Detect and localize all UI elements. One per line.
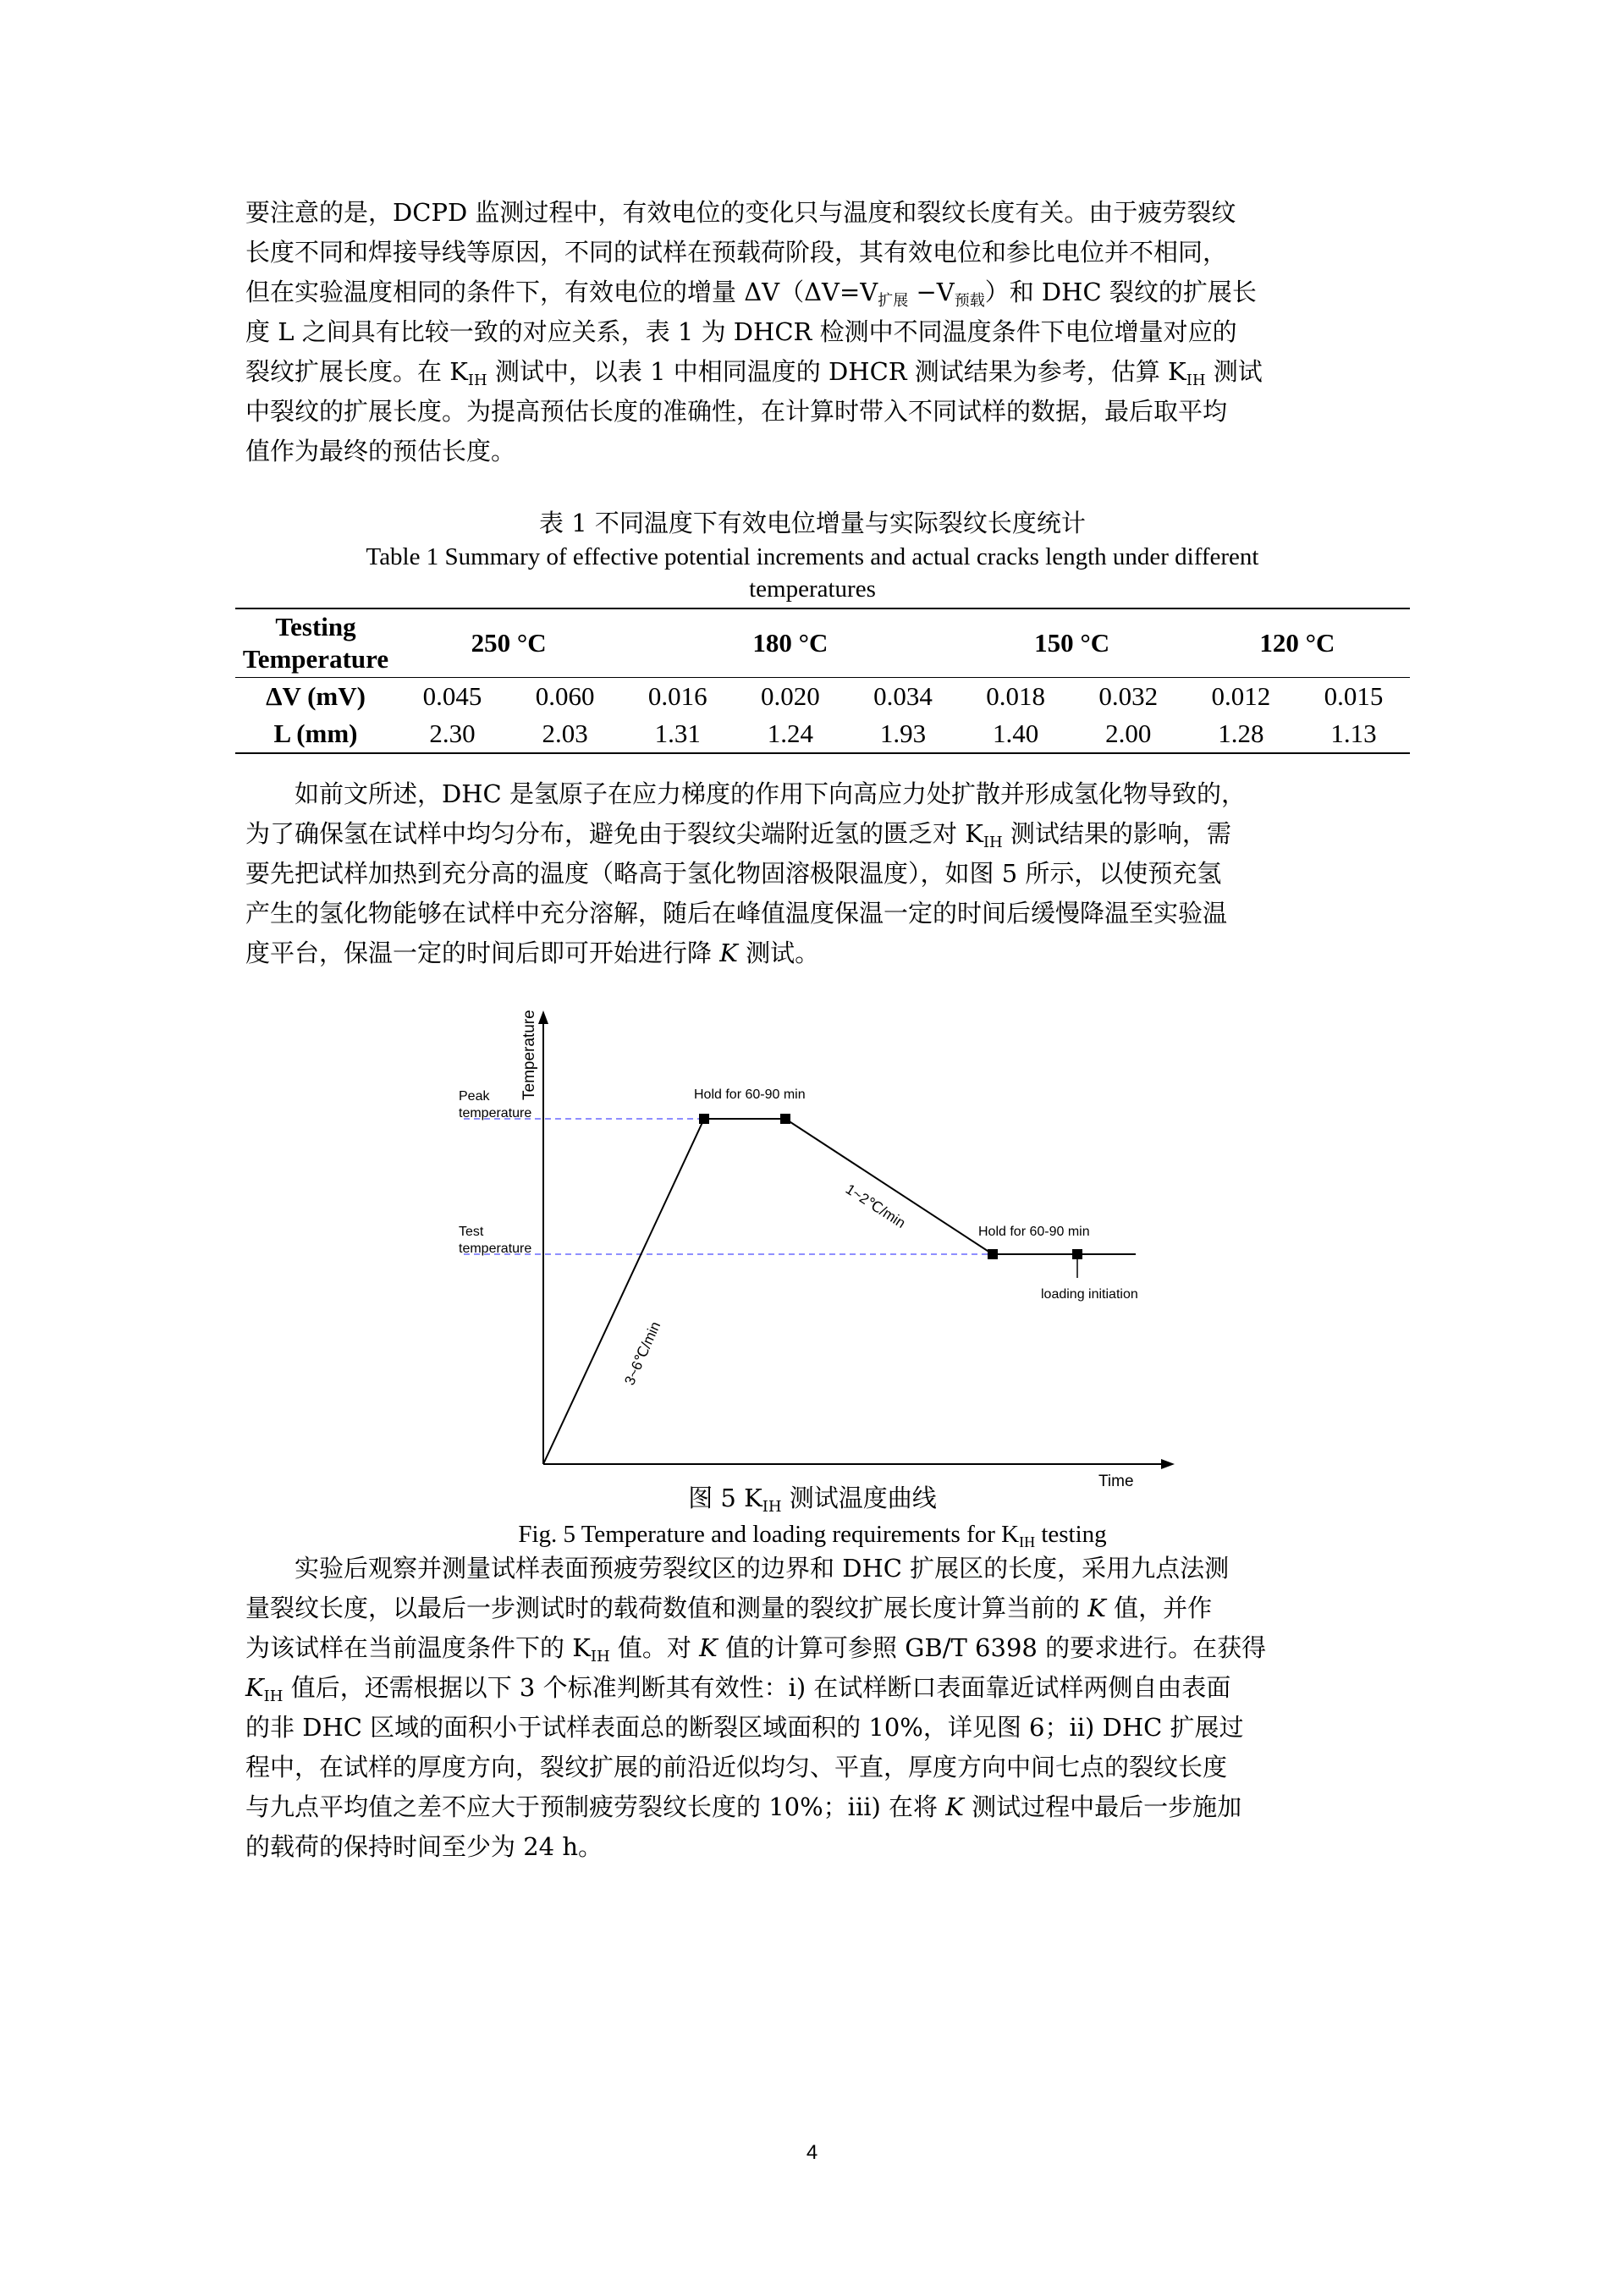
p2-l2-b: 测试结果的影响，需 <box>1002 819 1231 848</box>
p1-l5-b: 测试中，以表 1 中相同温度的 DHCR 测试结果为参考，估算 K <box>487 357 1186 386</box>
table-cell: 0.032 <box>1098 681 1159 711</box>
p2-line-5 <box>245 933 1396 973</box>
table-caption-en-1: Table 1 Summary of effective potential increments and actual cracks length under different <box>366 543 1259 570</box>
p1-line-2: 长度不同和焊接导线等原因，不同的试样在预载荷阶段，其有效电位和参比电位并不相同， <box>245 238 1228 267</box>
table-cell: 1.13 <box>1297 715 1410 753</box>
p3-line-3 <box>245 1628 1396 1668</box>
fig-cap-en-a: Fig. 5 Temperature and loading requirements for K <box>518 1521 1020 1548</box>
p2-line-2 <box>245 814 1396 854</box>
p3-line-6: 程中，在试样的厚度方向，裂纹扩展的前沿近似均匀、平直，厚度方向中间七点的裂纹长度 <box>245 1753 1228 1781</box>
p3-l2-b: 值，并作 <box>1105 1594 1213 1622</box>
p1-line-7: 值作为最终的预估长度。 <box>245 437 516 465</box>
p2-line-1: 如前文所述，DHC 是氢原子在应力梯度的作用下向高应力处扩散并形成氢化物导致的， <box>295 779 1246 808</box>
p3-l7-b: 测试过程中最后一步施加 <box>963 1792 1242 1821</box>
hold2-end-marker <box>1072 1249 1082 1259</box>
p3-l4-b: 值后，还需根据以下 3 个标准判断其有效性：i) 在试样断口表面靠近试样两侧自由表面 <box>283 1673 1231 1702</box>
p2-l2-sub: IH <box>983 834 1003 851</box>
hold2-label: Hold for 60-90 min <box>978 1225 1090 1239</box>
cool-rate-label: 1~2℃/min <box>842 1181 909 1231</box>
x-axis-arrow <box>1161 1459 1175 1469</box>
p3-l2-a: 量裂纹长度，以最后一步测试时的载荷数值和测量的裂纹扩展长度计算当前的 <box>245 1594 1088 1622</box>
p2-l5-b: 测试。 <box>737 939 820 967</box>
heat-rate-label: 3~6℃/min <box>621 1319 664 1388</box>
table-cell: 1.40 <box>960 715 1072 753</box>
p1-l3-b: −V <box>908 278 955 306</box>
p3-l3-a: 为该试样在当前温度条件下的 K <box>245 1633 591 1662</box>
paragraph-2 <box>245 774 1396 973</box>
p1-line-3 <box>245 273 1396 312</box>
fig-cap-zh-b: 测试温度曲线 <box>781 1484 937 1512</box>
page-number: 4 <box>806 2141 818 2164</box>
table-cell: 1.31 <box>621 715 734 753</box>
loading-label: loading initiation <box>1041 1287 1138 1302</box>
p1-l3-c: ）和 DHC 裂纹的扩展长 <box>984 278 1257 306</box>
p2-l5-k: K <box>719 939 738 967</box>
p3-l7-a: 与九点平均值之差不应大于预制疲劳裂纹长度的 10%；iii) 在将 <box>245 1792 946 1821</box>
table-cell: 0.016 <box>647 681 707 711</box>
p1-l5-sub1: IH <box>467 372 487 389</box>
table-row-l <box>235 715 1410 753</box>
p1-l3-sub2: 预载 <box>954 292 985 310</box>
table-header-row <box>235 608 1410 678</box>
p3-line-2 <box>245 1588 1396 1628</box>
p3-line-8: 的载荷的保持时间至少为 24 h。 <box>245 1832 603 1861</box>
table-cell: 0.020 <box>761 681 820 711</box>
test-temp-label-1: Test <box>459 1225 484 1239</box>
header-temperature: Temperature <box>242 644 389 674</box>
p2-l5-a: 度平台，保温一定的时间后即可开始进行降 <box>245 939 720 967</box>
x-axis-label: Time <box>1098 1473 1134 1489</box>
paragraph-1 <box>245 193 1396 471</box>
header-temp-120: 120 °C <box>1185 608 1410 678</box>
p1-line-1: 要注意的是，DCPD 监测过程中，有效电位的变化只与温度和裂纹长度有关。由于疲劳裂纹 <box>245 198 1236 227</box>
figure-5-chart <box>449 1007 1193 1489</box>
fig-cap-en-b: testing <box>1035 1521 1107 1548</box>
hold1-start-marker <box>699 1114 709 1124</box>
table-cell: 1.28 <box>1185 715 1297 753</box>
table-cell: 0.034 <box>873 681 933 711</box>
p3-l4-sub: IH <box>263 1688 284 1705</box>
p3-line-7 <box>245 1787 1396 1827</box>
p3-l3-sub: IH <box>590 1648 610 1666</box>
header-temp-180: 180 °C <box>621 608 959 678</box>
p3-line-1: 实验后观察并测量试样表面预疲劳裂纹区的边界和 DHC 扩展区的长度，采用九点法测 <box>295 1554 1230 1583</box>
p1-line-6: 中裂纹的扩展长度。为提高预估长度的准确性，在计算时带入不同试样的数据，最后取平均 <box>245 397 1228 426</box>
p1-l5-sub2: IH <box>1186 372 1206 389</box>
p1-l3-a: 但在实验温度相同的条件下，有效电位的增量 ΔV（ΔV=V <box>245 278 878 306</box>
p1-l3-sub1: 扩展 <box>878 292 909 310</box>
p1-l5-a: 裂纹扩展长度。在 K <box>245 357 468 386</box>
p3-line-5: 的非 DHC 区域的面积小于试样表面总的断裂区域面积的 10%，详见图 6；ii) DHC 扩展过 <box>245 1713 1244 1742</box>
peak-temp-label-2: temperature <box>459 1106 532 1120</box>
p1-l5-c: 测试 <box>1205 357 1263 386</box>
p2-line-4: 产生的氢化物能够在试样中充分溶解，随后在峰值温度保温一定的时间后缓慢降温至实验温 <box>245 899 1228 928</box>
p1-line-5 <box>245 352 1396 392</box>
header-testing-temperature <box>235 608 396 678</box>
hold1-end-marker <box>780 1114 790 1124</box>
table-cell: 1.24 <box>734 715 846 753</box>
table-cell: 1.93 <box>846 715 959 753</box>
y-axis-label: Temperature <box>520 1010 538 1100</box>
p3-l3-c: 值的计算可参照 GB/T 6398 的要求进行。在获得 <box>717 1633 1267 1662</box>
p1-line-4: 度 L 之间具有比较一致的对应关系，表 1 为 DHCR 检测中不同温度条件下电位增量对应的 <box>245 317 1237 346</box>
table-caption-en-2: temperatures <box>749 575 876 603</box>
table-cell: 2.30 <box>396 715 509 753</box>
p3-line-4 <box>245 1668 1396 1708</box>
table-row-dv <box>235 678 1410 716</box>
table-cell: 0.060 <box>535 681 595 711</box>
header-temp-150: 150 °C <box>960 608 1185 678</box>
p3-l3-b: 值。对 <box>609 1633 700 1662</box>
hold2-start-marker <box>988 1249 998 1259</box>
peak-temp-label-1: Peak <box>459 1089 490 1104</box>
paragraph-3 <box>245 1549 1396 1867</box>
p3-l2-k: K <box>1087 1594 1106 1622</box>
table-caption-zh: 表 1 不同温度下有效电位增量与实际裂纹长度统计 <box>539 509 1086 537</box>
header-temp-250: 250 °C <box>396 608 621 678</box>
header-testing: Testing <box>275 612 356 641</box>
table-cell: 0.012 <box>1211 681 1271 711</box>
p2-line-3: 要先把试样加热到充分高的温度（略高于氢化物固溶极限温度），如图 5 所示，以使预充氢 <box>245 859 1222 888</box>
fig-cap-zh-sub: IH <box>762 1498 782 1516</box>
table-cell: 2.03 <box>509 715 621 753</box>
fig-cap-en-sub: IH <box>1019 1533 1036 1550</box>
p3-l7-k: K <box>945 1792 964 1821</box>
table-1 <box>235 608 1410 754</box>
row-label-dv: ΔV (mV) <box>266 681 366 711</box>
p3-l4-a: K <box>245 1673 264 1702</box>
table-cell: 0.045 <box>422 681 482 711</box>
row-label-l: L (mm) <box>235 715 396 753</box>
figure-caption-en <box>212 1517 1413 1551</box>
fig-cap-zh-a: 图 5 K <box>688 1484 762 1512</box>
y-axis-arrow <box>538 1010 548 1024</box>
p3-l3-k: K <box>699 1633 718 1662</box>
p2-l2-a: 为了确保氢在试样中均匀分布，避免由于裂纹尖端附近氢的匮乏对 K <box>245 819 983 848</box>
test-temp-label-2: temperature <box>459 1242 532 1256</box>
table-cell: 2.00 <box>1072 715 1185 753</box>
table-cell: 0.015 <box>1324 681 1384 711</box>
table-cell: 0.018 <box>986 681 1045 711</box>
hold1-label: Hold for 60-90 min <box>694 1087 806 1102</box>
figure-caption-zh <box>212 1481 1413 1515</box>
